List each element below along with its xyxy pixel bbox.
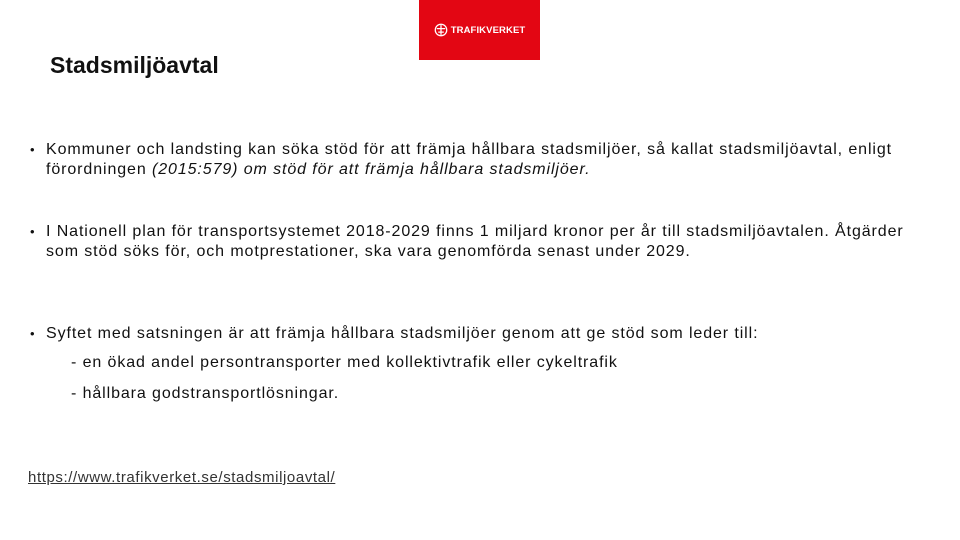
bullet-marker: • [30,142,36,157]
bullet-text-plain: Kommuner och landsting kan söka stöd för att främja hållbara stadsmiljöer, så kallat stadsmiljöavtal, enligt förordningen [46,141,893,178]
bullet-text: I Nationell plan för transportsystemet 2018-2029 finns 1 miljard kronor per år till stadsmiljöavtalen. Åtgärder som stöd söks för, och motprestationer, ska vara genomförda senast under 2029. [46,223,904,260]
sub-item-1: - en ökad andel persontransporter med kollektivtrafik eller cykeltrafik [71,354,618,371]
bullet-text [46,140,910,180]
bullet-item-1 [30,140,910,180]
regulation-reference: (2015:579) om stöd för att främja hållbara stadsmiljöer. [152,161,591,178]
bullet-item-3 [30,324,910,344]
page-title: Stadsmiljöavtal [50,52,219,78]
logo-wordmark: TRAFIKVERKET [450,24,526,36]
bullet-text: Syftet med satsningen är att främja hållbara stadsmiljöer genom att ge stöd som leder till: [46,325,759,342]
bullet-marker: • [30,224,36,239]
sub-item-2: - hållbara godstransportlösningar. [71,385,340,402]
source-link[interactable]: https://www.trafikverket.se/stadsmiljoavtal/ [28,469,336,486]
trafikverket-emblem-icon [434,23,448,37]
bullet-item-2 [30,222,910,262]
logo-content [434,23,526,37]
bullet-marker: • [30,326,36,341]
trafikverket-logo [419,0,540,60]
